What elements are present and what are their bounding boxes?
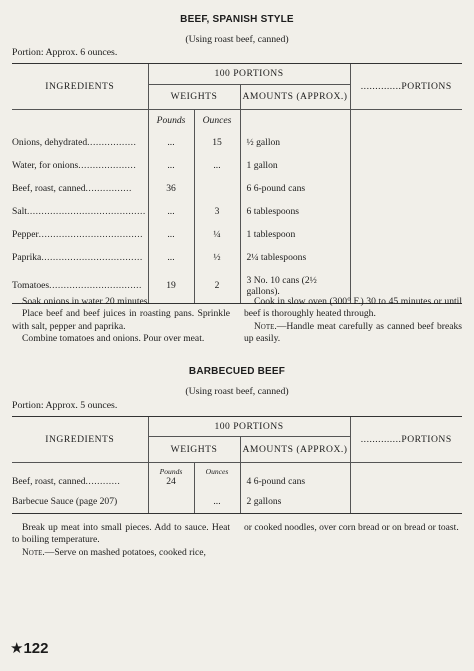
ingredient-row: Onions, dehydrated................. ... 15 ½ gallon: [12, 132, 462, 155]
recipe-note: [12, 547, 230, 559]
unit-ounces: Ounces: [205, 467, 229, 476]
recipe-subtitle: (Using roast beef, canned): [185, 34, 289, 45]
weight-pounds: ...: [148, 247, 194, 270]
ingredient-name: Pepper: [12, 229, 39, 240]
ingredient-row: Beef, roast, canned............ Pounds 24 Ounces 4 6-pound cans: [12, 463, 462, 491]
recipe-subtitle: (Using roast beef, canned): [185, 386, 289, 397]
ingredient-name: Beef, roast, canned: [12, 475, 86, 487]
amount: 3 No. 10 cans (2½ gallons).: [240, 270, 350, 304]
ingredient-row: Beef, roast, canned................ 36 6 6-pound cans: [12, 178, 462, 201]
body-spacer: [12, 110, 148, 132]
recipe-note: [244, 321, 462, 346]
directions-right: [244, 522, 462, 559]
ingredient-name: Water, for onions: [12, 160, 79, 171]
portion-size: Portion: Approx. 6 ounces.: [12, 47, 118, 58]
direction-step: Cook in slow oven (300° F.) 30 to 45 minutes or until beef is thoroughly heated through.: [244, 296, 462, 320]
weight-pounds: ...: [148, 201, 194, 224]
note-label: Note.: [22, 547, 45, 558]
weight-ounces: 15: [194, 132, 240, 155]
header-100-portions: 100 PORTIONS: [148, 417, 350, 437]
weight-ounces: [194, 178, 240, 201]
recipe-title: BEEF, SPANISH STYLE: [180, 14, 294, 25]
amount: 6 tablespoons: [240, 201, 350, 224]
weight-ounces: 2: [194, 270, 240, 304]
weight-ounces: 3: [194, 201, 240, 224]
ingredient-row: Pepper.................................... ... ¼ 1 tablespoon: [12, 224, 462, 247]
direction-step: or cooked noodles, over corn bread or on bread or toast.: [244, 522, 459, 533]
weight-pounds: ...: [148, 155, 194, 178]
ingredient-row: Paprika................................... ... ½ 2¼ tablespoons: [12, 247, 462, 270]
recipe-table: [12, 63, 462, 304]
weight-pounds: 24: [166, 475, 176, 487]
directions: [12, 296, 462, 346]
note-label: Note.: [254, 321, 277, 332]
directions-left: [12, 296, 230, 346]
direction-step: Place beef and beef juices in roasting pans. Sprinkle with salt, pepper and paprika.: [12, 308, 230, 332]
ingredient-row: Tomatoes................................ 19 2 3 No. 10 cans (2½ gallons).: [12, 270, 462, 304]
portion-size: Portion: Approx. 5 ounces.: [12, 400, 118, 411]
header-amounts: AMOUNTS (APPROX.): [240, 437, 350, 463]
ingredient-name: Onions, dehydrated: [12, 137, 88, 148]
unit-pounds: Pounds: [159, 467, 183, 476]
weight-ounces: ¼: [194, 224, 240, 247]
weight-pounds: 19: [148, 270, 194, 304]
note-text: —Handle meat carefully as canned beef breaks up easily.: [244, 320, 462, 345]
weight-ounces: ...: [194, 491, 240, 514]
ingredient-name: Beef, roast, canned: [12, 183, 86, 194]
amount: 2 gallons: [240, 491, 350, 514]
directions-left: [12, 522, 230, 559]
amount: 1 tablespoon: [240, 224, 350, 247]
amount: 2¼ tablespoons: [240, 247, 350, 270]
unit-pounds: Pounds: [148, 110, 194, 132]
ingredient-row: Salt......................................... ... 3 6 tablespoons: [12, 201, 462, 224]
header-portions-blank: ..............PORTIONS: [350, 417, 462, 463]
direction-step: Combine tomatoes and onions. Pour over meat.: [22, 333, 205, 345]
unit-ounces: Ounces: [194, 110, 240, 132]
weight-pounds: 36: [148, 178, 194, 201]
header-ingredients: INGREDIENTS: [12, 64, 148, 110]
ingredient-name: Paprika: [12, 252, 42, 263]
direction-step: Break up meat into small pieces. Add to sauce. Heat to boiling temperature.: [12, 522, 230, 546]
weight-pounds: ...: [148, 224, 194, 247]
header-portions-blank: ..............PORTIONS: [350, 64, 462, 110]
recipe-title: BARBECUED BEEF: [188, 366, 286, 377]
header-weights: WEIGHTS: [148, 437, 240, 463]
direction-step: Soak onions in water 20 minutes.: [22, 296, 150, 307]
weight-pounds: ...: [148, 132, 194, 155]
header-ingredients: INGREDIENTS: [12, 417, 148, 463]
amount: 4 6-pound cans: [240, 463, 350, 491]
amount: 6 6-pound cans: [240, 178, 350, 201]
directions-right: [244, 296, 462, 346]
header-100-portions: 100 PORTIONS: [148, 64, 350, 85]
ingredient-name: Salt: [12, 206, 27, 217]
recipe-table: [12, 416, 462, 514]
weight-pounds: [148, 491, 194, 514]
note-text: —Serve on mashed potatoes, cooked rice,: [44, 546, 206, 558]
ingredient-name: Tomatoes: [12, 280, 50, 292]
ingredient-row: [12, 491, 462, 514]
weight-ounces: ½: [194, 247, 240, 270]
page-number: ★122: [10, 640, 49, 657]
ingredient-row: Water, for onions.................... ... ... 1 gallon: [12, 155, 462, 178]
amount: ½ gallon: [240, 132, 350, 155]
amount: 1 gallon: [240, 155, 350, 178]
header-weights: WEIGHTS: [148, 85, 240, 110]
header-amounts: AMOUNTS (APPROX.): [240, 85, 350, 110]
ingredient-name: Barbecue Sauce (page 207): [12, 495, 118, 507]
directions: [12, 522, 462, 559]
weight-ounces: ...: [194, 155, 240, 178]
